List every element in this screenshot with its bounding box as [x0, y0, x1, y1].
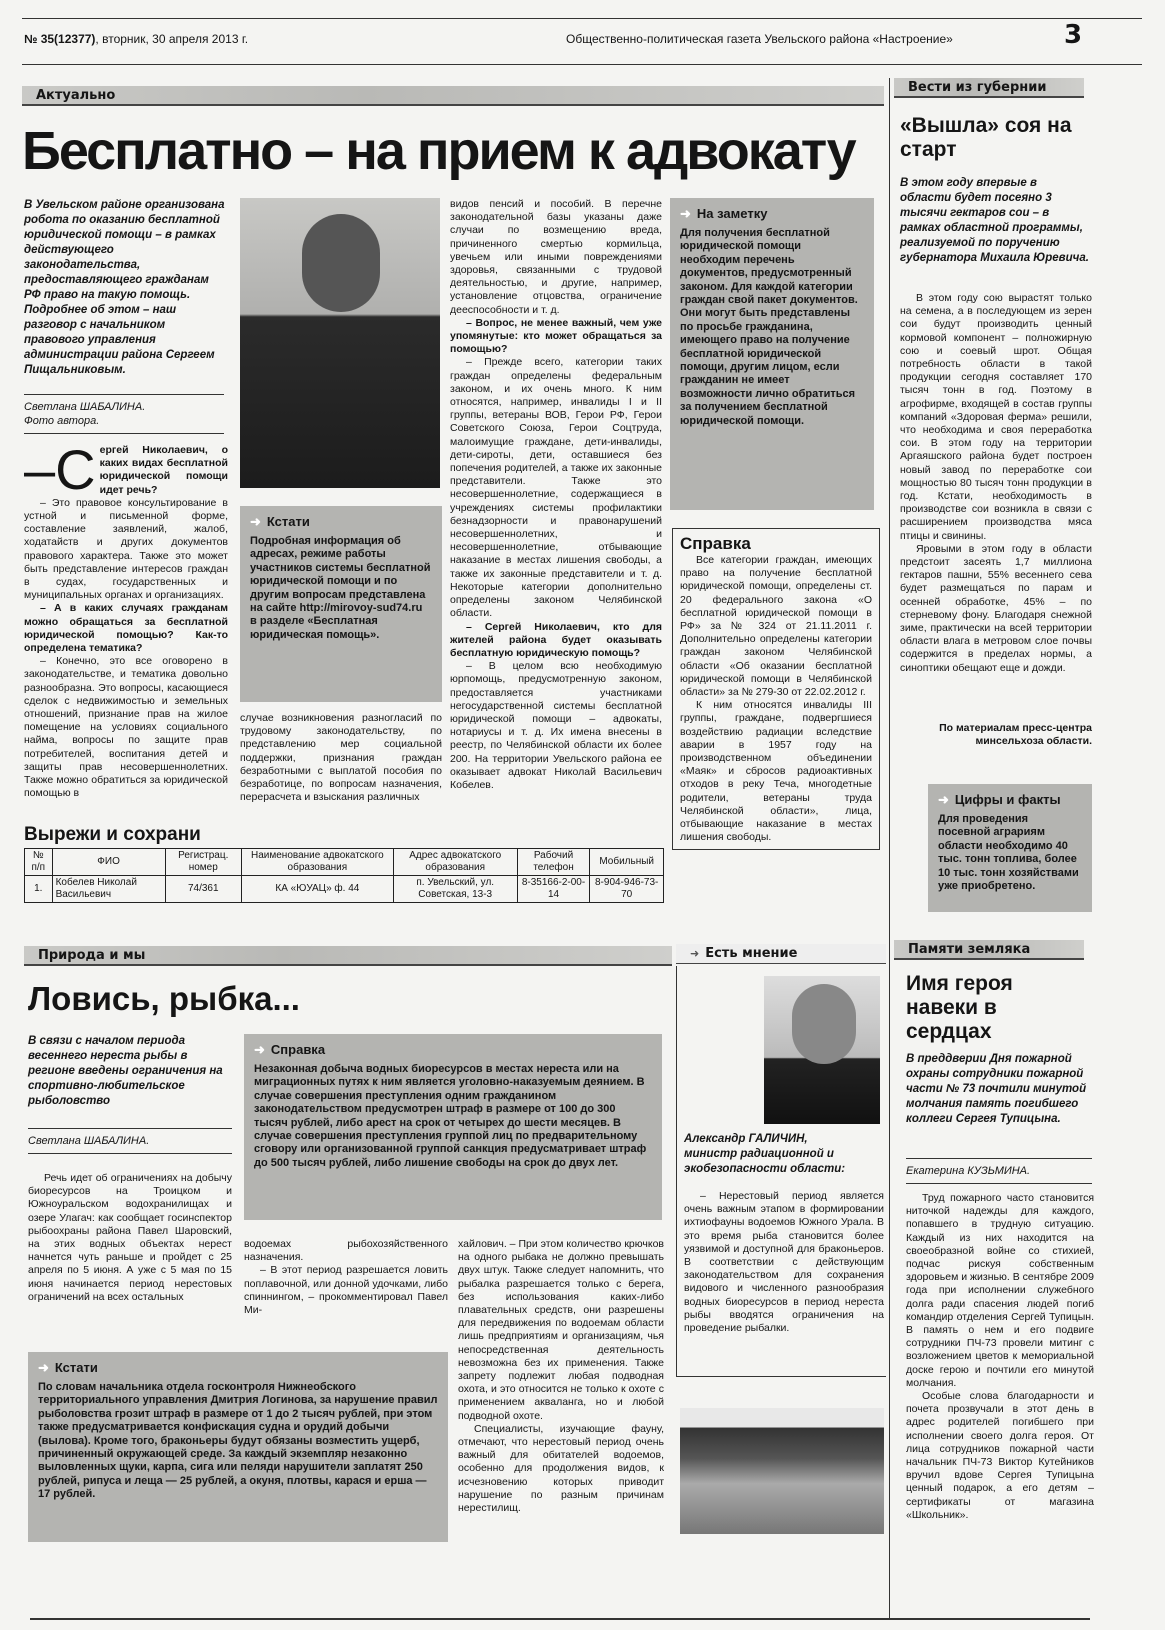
col-org: Наименование адвокатского образования	[241, 849, 393, 876]
article3-col1-text: Речь идет об ограничениях на добычу биоресурсов на Троицком и Южноуральском водохранилищах и озере Улагач: как сообщает госинспектор рыбоохраны района Павел Шаровский, на этих водных объектах нерест начнется чуть раньше и пройдет с 25 апреля по 5 июня. А уже с 5 мая по 15 июня начинается период нерестовых ограничений на всех остальных	[28, 1172, 232, 1303]
box-kstati-rybka-text: По словам начальника отдела госконтроля Нижнеобского территориального управления Дмитрия Логинова, за нарушение правил рыболовства грозит штраф в размере от 1 до 2 тысяч рублей, при этом также предусматривается конфискация судна и орудий добычи (вылова). Кроме того, браконьеры будут обязаны возместить ущерб, причиненный окружающей среде. За каждый экземпляр незаконно выловленных щуки, карпа, сига или пеляди нарушители заплатят 250 рублей, рипуса и леща — 25 рублей, а окуня, плотвы, карася и ерша — 17 рублей.	[38, 1381, 438, 1501]
photo-credit: Фото автора.	[24, 415, 100, 427]
lead-geroy: В преддверии Дня пожарной охраны сотрудники пожарной части № 73 почтили минутой молчания память погибшего коллеги Сергея Тупицына.	[906, 1053, 1087, 1125]
article1-col3-p1: видов пенсий и пособий. В перечне законодательной базы указаны даже случаи по возмещению вреда, причиненного смертью кормильца, увечьем или иными повреждениями здоровья, связанными с трудовой деятельностью, и другие, например, установление отцовства, ограничение дееспособности и т. д.	[450, 198, 662, 316]
col-addr: Адрес адвокатского образования	[393, 849, 517, 876]
cell-addr: п. Увельский, ул. Советская, 13-3	[393, 876, 517, 903]
opinion-bottom-rule	[676, 1376, 886, 1377]
rubric-pamyati-label: Памяти земляка	[908, 942, 1031, 957]
article3-col1	[28, 1172, 232, 1304]
box-spravka-rybka	[244, 1034, 662, 1220]
article4-p1: Труд пожарного часто становится ниточкой надежды для каждого, попавшего в трудную ситуацию. Каждый из них находится на своеобразной войне со стихией, подчас рискуя собственным здоровьем и жизнью. В сентябре 2009 года при исполнении служебного долга ради спасения людей погиб командир отделения Сергей Тупицын. В память о нем и его подвиге сотрудники ПЧ-73 провели митинг с возложением цветов к мемориальной доске герою и почтили его минутой молчания.	[906, 1192, 1094, 1389]
article3-col3	[458, 1238, 664, 1515]
issue-line	[24, 32, 248, 46]
col-fio: ФИО	[52, 849, 165, 876]
cell-org: КА «ЮУАЦ» ф. 44	[241, 876, 393, 903]
cell-num: 1.	[25, 876, 53, 903]
box-cifry-title: Цифры и факты	[954, 792, 1061, 807]
article2-p1: В этом году сою вырастят только на семена, а в последующем из зерен сои будут производить ценный кормовой компонент – полножирную сою и соевый шрот. Общая потребность области в такой продукции сегодня составляет 170 тысяч тонн в год. Поэтому в агрофирме, входящей в состав группы компаний «Здоровая ферма» решили, что необходима и своя переработка сои. В этом году на территории Аргаяшского района будет построен новый завод по переработке сои мощностью 80 тысяч тонн продукции в год. Кстати, необходимость в производстве сои возникла в связи с расширением производства мяса птицы и свинины.	[900, 292, 1092, 542]
article4-p2: Особые слова благодарности и почета прозвучали в этот день в адрес родителей погибшего при исполнении своего долга героя. От лица сотрудников пожарной части начальник ПЧ-73 Виктор Кутейников вручил вдове Сергея Тупицына ценный подарок, а его детям – сертификаты от магазина «Школьник».	[906, 1390, 1094, 1521]
box-kstati-rybka	[28, 1352, 448, 1542]
rubric-priroda-label: Природа и мы	[38, 948, 146, 963]
article3-col3b: Специалисты, изучающие фауну, отмечают, что нерестовый период очень важный для обитателей водоемов, особенно для продолжения видов, к исчезновению которых приводит нарушение по разным причинам нерестилищ.	[458, 1422, 664, 1515]
article3-col3a: хайлович. – При этом количество крючков на одного рыбака не должно превышать двух штук. Также следует напомнить, что рыбалка разрешается только с берега, без использования каких-либо плавательных средств, они разрешены для передвижения по водоемам области лишь предприятиям и организациям, чья непосредственная деятельность невозможна без их применения. Также запрету подлежит любая подводная охота, и это относится не только к охоте с применением акваланга, но и любой подводной охоте.	[458, 1238, 664, 1422]
table-title: Вырежи и сохрани	[24, 824, 201, 845]
arrow-icon: ➜	[690, 947, 700, 960]
source-soya: По материалам пресс-центра минсельхоза области.	[939, 722, 1092, 747]
box-zametku-title: На заметку	[696, 206, 768, 221]
col-reg: Регистрац. номер	[165, 849, 241, 876]
article1-col1	[24, 438, 228, 800]
box-kstati-rybka-title: Кстати	[54, 1360, 98, 1375]
rubric-pamyati	[894, 940, 1084, 960]
rubric-aktualno-label: Актуально	[36, 88, 116, 103]
box-spravka-rybka-text: Незаконная добыча водных биоресурсов в местах нереста или на миграционных путях к ним является уголовно-наказуемым деянием. В случае совершения преступления одним гражданином законодательством предусмотрен штраф в размере от 100 до 300 тысяч рублей, либо арест на срок от четырех до шести месяцев. В случае совершения преступления группой лиц по предварительному сговору или организованной группой санкция предусматривает штраф до 500 тысяч рублей, либо лишение свободы на срок до двух лет.	[254, 1063, 647, 1169]
rubric-priroda	[24, 946, 672, 966]
box-cifry-fakty	[928, 784, 1092, 912]
arrow-icon: ➜	[254, 1042, 265, 1057]
col-phone: Рабочий телефон	[517, 849, 590, 876]
masthead-rule	[22, 64, 1142, 65]
headline-soya: «Вышла» соя на старт	[900, 114, 1072, 161]
box-cifry-text: Для проведения посевной аграриям области необходимо 40 тыс. тонн топлива, более 10 тыс. тонн хозяйствами уже приобретено.	[938, 813, 1079, 893]
opinion-text	[684, 1190, 884, 1335]
box-kstati-title: Кстати	[266, 514, 310, 529]
box-spravka-p1: Все категории граждан, имеющих право на получение бесплатной юридической помощи, определены ст. 20 федерального закона «О бесплатной юридической помощи в РФ» за № 324 от 21.11.2011 г. Дополнительно определены категории граждан законом Челябинской области «Об оказании бесплатной юридической помощи в Челябинской области» за № 279-30 от 22.02.2012 г.	[680, 554, 872, 699]
rubric-vesti	[894, 78, 1084, 98]
box-kstati-text: Подробная информация об адресах, режиме работы участников системы бесплатной юридической помощи и по другим вопросам представлена на сайте http://mirovoy-sud74.ru в разделе «Бесплатная юридическая помощь».	[250, 535, 431, 641]
cell-reg: 74/361	[165, 876, 241, 903]
box-spravka-rybka-head	[254, 1042, 652, 1058]
article1-a2: – Конечно, это все оговорено в законодательстве, и тематика довольно разнообразна. Это вопросы, касающиеся сделок с недвижимостью и земельных отношений, признание прав на жилое помещение на условиях социального найма, вопросы по защите прав потребителей, воспитания детей и защиты прав несовершеннолетних. Также можно обратиться за юридической помощью в	[24, 655, 228, 800]
lead-advokat: В Увельском районе организована робота по оказанию бесплатной юридической помощи – в рамках действующего законодательства, предоставляющего гражданам РФ право на такую помощь. Подробнее об этом – наш разговор с начальником правового управления администрации района Сергеем Пищальниковым.	[24, 199, 225, 376]
photo-fish	[680, 1408, 884, 1534]
byline-rybka: Светлана ШАБАЛИНА.	[28, 1128, 232, 1154]
box-spravka-rybka-title: Справка	[270, 1042, 326, 1057]
photo-galichin	[764, 976, 880, 1124]
article1-q3: – Вопрос, не менее важный, чем уже упомянутые: кто может обращаться за помощью?	[450, 316, 662, 356]
photo-face	[302, 214, 380, 312]
article3-col2b: – В этот период разрешается ловить поплавочной, или донной удочками, либо спиннингом, – прокомментировал Павел Ми-	[244, 1264, 448, 1317]
arrow-icon: ➜	[38, 1360, 49, 1375]
headline-geroy: Имя героя навеки в сердцах	[906, 972, 1013, 1043]
lead-soya: В этом году впервые в области будет посеяно 3 тысячи гектаров сои – в рамках областной программы, реализуемой по поручению губернатора Михаила Юревича.	[900, 177, 1089, 264]
opinion-role: министр радиационной и экобезопасности области:	[684, 1148, 846, 1175]
box-spravka-p2: К ним относятся инвалиды III группы, граждане, подвергшиеся воздействию радиации вследствие аварии в 1957 году на производственном объединении «Маяк» и сбросов радиоактивных отходов в реку Теча, многодетные родители, ветераны труда Челябинской области», лица, отбывающие наказание в местах лишения свободы.	[680, 699, 872, 844]
headline-advokat: Бесплатно – на прием к адвокату	[22, 121, 855, 181]
cell-mobile: 8-904-946-73-70	[590, 876, 664, 903]
col-num: № п/п	[25, 849, 53, 876]
box-kstati-advokat	[240, 506, 442, 702]
box-na-zametku	[670, 198, 874, 510]
author-name: Светлана ШАБАЛИНА.	[24, 401, 146, 413]
lead-rybka: В связи с началом периода весеннего нереста рыбы в регионе введены ограничения на спортивно-любительское рыболовство	[28, 1035, 223, 1107]
article1-a4: – В целом всю необходимую юрпомощь, предусмотренную законом, предоставляется участниками негосударственной системы бесплатной юридической помощи – адвокаты, нотариусы и т. д. Их имена внесены в реестр, по Челябинской области их более 200. На территории Увельского района ее оказывает адвокат Николай Васильевич Кобелев.	[450, 660, 662, 791]
opinion-name: Александр ГАЛИЧИН,	[684, 1133, 808, 1145]
article1-q1: ергей Николаевич, о каких видах бесплатной юридической помощи идет речь?	[99, 444, 228, 496]
article2-p2: Яровыми в этом году в области предстоит засеять 1,7 миллиона гектаров пашни, 55% весеннего сева будет размещаться по парам и осенней обработке, 45% – по стерневому фону. Благодаря снежной зиме, практически на всей территории области влага в метровом слое почвы содержится в пределах нормы, а синоптики обещают еще и дожди.	[900, 542, 1092, 674]
issue-number: № 35(12377)	[24, 32, 96, 46]
article1-a1: – Это правовое консультирование в устной и письменной форме, составление заявлений, жалоб, ходатайств и других документов правового характера. Также это может быть представление интересов граждан в судах, государственных и муниципальных органах и организациях.	[24, 496, 228, 602]
article1-col2	[240, 712, 442, 804]
rubric-mnenie	[676, 944, 886, 964]
dropcap: –С	[24, 438, 96, 501]
box-kstati-head	[250, 514, 432, 530]
col-mobile: Мобильный	[590, 849, 664, 876]
article2-body	[900, 292, 1092, 675]
top-rule	[22, 18, 1142, 19]
rubric-vesti-label: Вести из губернии	[908, 80, 1047, 95]
article1-a3: – Прежде всего, категории таких граждан определены федеральным законом, и их очень много. К ним относятся, например, инвалиды I и II группы, ветераны ВОВ, Герои РФ, Герои Советского Союза, Герои Соцтруда, малоимущие граждане, дети-инвалиды, дети-сироты, дети, оставшиеся без попечения родителей, а также их законные представители. Также это несовершеннолетние, содержащиеся в учреждениях системы профилактики безнадзорности и правонарушений несовершеннолетних, и несовершеннолетние, отбывающие наказание в местах лишения свободы, а также их законные представители и т. д. Некоторые категории дополнительно определены законом Челябинской области.	[450, 356, 662, 620]
article1-col2-text: случае возникновения разногласий по трудовому законодательству, по представлению мер социальной поддержки, признания граждан безработными с выплатой пособия по безработице, по вопросам назначения, перерасчета и взыскания различных	[240, 712, 442, 804]
arrow-icon: ➜	[680, 206, 691, 221]
photo-face	[792, 984, 856, 1064]
issue-date: , вторник, 30 апреля 2013 г.	[95, 32, 249, 46]
box-zametku-head	[680, 206, 864, 222]
article3-col2	[244, 1238, 448, 1317]
box-kstati-rybka-head	[38, 1360, 438, 1376]
article1-q2: – А в каких случаях гражданам можно обращаться за бесплатной юридической помощью? Как-то определена тематика?	[24, 602, 228, 655]
box-spravka-title: Справка	[680, 534, 751, 553]
opinion-author	[684, 1132, 884, 1177]
arrow-icon: ➜	[938, 792, 949, 807]
lawyer-table	[24, 848, 664, 903]
opinion-frame	[676, 966, 677, 1376]
dropcap-letter: С	[55, 438, 96, 501]
article1-col3	[450, 198, 662, 792]
cell-fio: Кобелев Николай Васильевич	[52, 876, 165, 903]
box-cifry-head	[938, 792, 1082, 808]
article3-col2a: водоемах рыбохозяйственного назначения.	[244, 1238, 448, 1264]
opinion-text-body: – Нерестовый период является очень важным этапом в формировании ихтиофауны водоемов Южного Урала. В это время рыба становится более уязвимой и доступной для браконьеров. В соответствии с действующим законодательством для сохранения видового и численного разнообразия водных биоресурсов в период нереста рыбы вводятся ограничения на проведение рыбалки.	[684, 1190, 884, 1335]
box-zametku-text: Для получения бесплатной юридической помощи необходим перечень документов, предусмотренный законом. Для каждой категории граждан свой пакет документов. Они могут быть представлены по просьбе гражданина, имеющего право на получение бесплатной юридической помощи, другим лицом, если гражданин не имеет возможности лично обратиться за получением бесплатной юридической помощи.	[680, 227, 858, 427]
rubric-aktualno	[22, 86, 884, 106]
byline-geroy: Екатерина КУЗЬМИНА.	[906, 1158, 1092, 1184]
page-number: 3	[1064, 20, 1083, 50]
article1-q4: – Сергей Николаевич, кто для жителей района будет оказывать бесплатную юридическую помощь?	[450, 620, 662, 659]
box-spravka-advokat	[672, 528, 880, 850]
photo-pishchalnikov	[240, 198, 440, 488]
cell-phone: 8-35166-2-00-14	[517, 876, 590, 903]
table-header-row	[25, 849, 664, 876]
rubric-mnenie-label: Есть мнение	[705, 946, 798, 961]
paper-name: Общественно-политическая газета Увельского района «Настроение»	[566, 32, 953, 46]
article4-body	[906, 1192, 1094, 1522]
arrow-icon: ➜	[250, 514, 261, 529]
byline-advokat	[24, 394, 224, 434]
column-rule	[889, 78, 890, 1618]
table-row	[25, 876, 664, 903]
headline-rybka: Ловись, рыбка...	[28, 980, 300, 1017]
bottom-rule	[30, 1618, 1090, 1620]
